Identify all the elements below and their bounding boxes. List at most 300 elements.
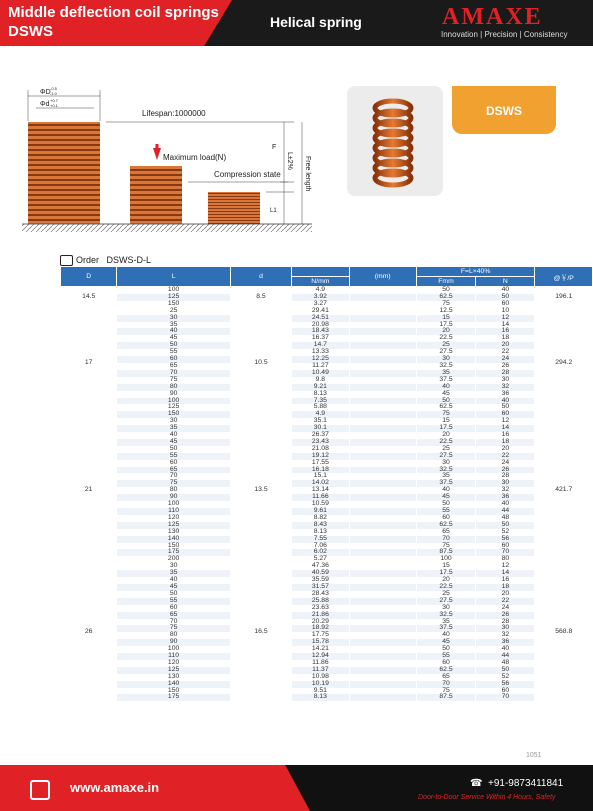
cell-mm — [349, 349, 416, 356]
cell-f-n: 30 — [476, 625, 535, 632]
cell-nmm: 10.98 — [292, 674, 349, 681]
cell-fmm: 17.5 — [416, 322, 475, 329]
cell-f-n: 50 — [476, 522, 535, 529]
cell-nmm: 25.88 — [292, 598, 349, 605]
cell-mm — [349, 398, 416, 405]
cell-nmm: 8.13 — [292, 694, 349, 701]
cell-fmm: 37.5 — [416, 480, 475, 487]
header-subtitle: DSWS — [8, 23, 53, 40]
cell-fmm: 35 — [416, 619, 475, 626]
cell-mm — [349, 494, 416, 501]
cell-fmm: 50 — [416, 501, 475, 508]
cell-nmm: 9.8 — [292, 377, 349, 384]
cell-fmm: 30 — [416, 460, 475, 467]
lifespan-label: Lifespan:1000000 — [142, 109, 206, 118]
cell-fmm: 65 — [416, 529, 475, 536]
cell-mm — [349, 384, 416, 391]
l1-label: L1 — [270, 208, 277, 214]
cell-length: 45 — [117, 335, 230, 342]
cell-d-outer: 21 — [61, 418, 117, 563]
cell-fmm: 37.5 — [416, 625, 475, 632]
service-note: Door-to-Door Service Within 4 Hours, Safety — [418, 794, 556, 801]
cell-mm — [349, 584, 416, 591]
od-tol-lower: -1.0 — [50, 91, 57, 96]
cell-length: 60 — [117, 605, 230, 612]
phone-number: ☎ +91-9873411841 — [470, 778, 564, 789]
cell-nmm: 47.36 — [292, 563, 349, 570]
page-footer — [0, 765, 593, 811]
cell-length: 40 — [117, 577, 230, 584]
cell-mm — [349, 688, 416, 695]
cell-nmm: 5.88 — [292, 404, 349, 411]
product-tab-label: DSWS — [486, 104, 522, 118]
cell-length: 70 — [117, 473, 230, 480]
cell-length: 125 — [117, 404, 230, 411]
cell-nmm: 8.43 — [292, 522, 349, 529]
cell-fmm: 62.5 — [416, 404, 475, 411]
cell-fmm: 17.5 — [416, 425, 475, 432]
cell-mm — [349, 432, 416, 439]
cell-length: 65 — [117, 467, 230, 474]
cell-fmm: 50 — [416, 646, 475, 653]
cell-length: 80 — [117, 487, 230, 494]
cell-nmm: 35.1 — [292, 418, 349, 425]
cell-nmm: 12.94 — [292, 653, 349, 660]
cell-f-n: 12 — [476, 418, 535, 425]
spec-table — [60, 266, 593, 701]
table-row — [61, 694, 593, 701]
f-label: F — [272, 144, 277, 151]
cell-nmm: 20.29 — [292, 619, 349, 626]
id-tol-lower: +0.1 — [50, 103, 58, 108]
cell-length: 80 — [117, 632, 230, 639]
cell-mm — [349, 315, 416, 322]
cell-mm — [349, 598, 416, 605]
cell-f-n: 36 — [476, 639, 535, 646]
cell-fmm: 62.5 — [416, 294, 475, 301]
length-tol-label: L±2% — [286, 152, 293, 170]
cell-fmm: 20 — [416, 577, 475, 584]
od-label: ΦD — [40, 89, 51, 96]
cell-length: 75 — [117, 625, 230, 632]
brand-tagline: Innovation | Precision | Consistency — [441, 30, 568, 39]
cell-nmm: 14.02 — [292, 480, 349, 487]
cell-fmm: 87.5 — [416, 694, 475, 701]
cell-f-n: 14 — [476, 425, 535, 432]
cell-length: 75 — [117, 377, 230, 384]
cell-nmm: 8.13 — [292, 391, 349, 398]
order-line — [60, 255, 151, 266]
cell-mm — [349, 694, 416, 701]
cell-nmm: 7.55 — [292, 536, 349, 543]
cell-fmm: 37.5 — [416, 377, 475, 384]
cell-mm — [349, 294, 416, 301]
cell-length: 100 — [117, 287, 230, 294]
cell-nmm: 14.21 — [292, 646, 349, 653]
cell-f-n: 20 — [476, 591, 535, 598]
cell-length: 120 — [117, 660, 230, 667]
cell-fmm: 65 — [416, 674, 475, 681]
cell-length: 140 — [117, 681, 230, 688]
cell-mm — [349, 467, 416, 474]
cell-fmm: 45 — [416, 639, 475, 646]
cell-nmm: 20.98 — [292, 322, 349, 329]
cell-length: 150 — [117, 688, 230, 695]
cell-mm — [349, 411, 416, 418]
cell-fmm: 20 — [416, 328, 475, 335]
cell-nmm: 29.41 — [292, 308, 349, 315]
cell-fmm: 32.5 — [416, 467, 475, 474]
cell-length: 65 — [117, 612, 230, 619]
cell-mm — [349, 570, 416, 577]
cell-mm — [349, 681, 416, 688]
phone-icon — [60, 255, 73, 266]
cell-f-n: 60 — [476, 301, 535, 308]
cell-length: 45 — [117, 439, 230, 446]
od-tol-upper: -0.5 — [50, 86, 57, 91]
cell-nmm: 8.13 — [292, 529, 349, 536]
cell-mm — [349, 453, 416, 460]
cell-fmm: 55 — [416, 653, 475, 660]
cell-fmm: 40 — [416, 384, 475, 391]
cell-nmm: 9.51 — [292, 688, 349, 695]
cell-f-n: 24 — [476, 356, 535, 363]
cell-nmm: 19.12 — [292, 453, 349, 460]
cell-mm — [349, 556, 416, 563]
cell-fmm: 35 — [416, 370, 475, 377]
cell-mm — [349, 612, 416, 619]
cell-mm — [349, 529, 416, 536]
cell-mm — [349, 625, 416, 632]
cell-fmm: 15 — [416, 418, 475, 425]
cell-length: 175 — [117, 694, 230, 701]
cell-f-n: 14 — [476, 570, 535, 577]
product-photo — [347, 86, 443, 196]
cell-nmm: 15.78 — [292, 639, 349, 646]
cell-f-n: 50 — [476, 404, 535, 411]
cell-mm — [349, 287, 416, 294]
cell-fmm: 22.5 — [416, 584, 475, 591]
cell-fmm: 60 — [416, 660, 475, 667]
cell-nmm: 10.19 — [292, 681, 349, 688]
cell-length: 55 — [117, 349, 230, 356]
cell-fmm: 50 — [416, 287, 475, 294]
cell-length: 30 — [117, 563, 230, 570]
cell-mm — [349, 328, 416, 335]
cell-mm — [349, 660, 416, 667]
cell-fmm: 32.5 — [416, 363, 475, 370]
cell-fmm: 27.5 — [416, 453, 475, 460]
cell-nmm: 40.59 — [292, 570, 349, 577]
cell-nmm: 12.25 — [292, 356, 349, 363]
cell-d-outer: 17 — [61, 308, 117, 419]
cell-fmm: 100 — [416, 556, 475, 563]
cell-f-n: 24 — [476, 460, 535, 467]
cell-f-n: 32 — [476, 487, 535, 494]
cell-d-outer: 26 — [61, 563, 117, 701]
col-header-d-inner: d — [230, 267, 291, 287]
cell-length: 200 — [117, 556, 230, 563]
cell-fmm: 27.5 — [416, 349, 475, 356]
cell-f-n: 18 — [476, 584, 535, 591]
cell-mm — [349, 446, 416, 453]
cell-length: 70 — [117, 370, 230, 377]
cell-fmm: 32.5 — [416, 612, 475, 619]
cell-mm — [349, 301, 416, 308]
cell-fmm: 75 — [416, 543, 475, 550]
website-link[interactable]: www.amaxe.in — [70, 780, 160, 795]
id-tol-upper: +0.7 — [50, 98, 58, 103]
cell-mm — [349, 646, 416, 653]
section-title: Helical spring — [270, 14, 362, 30]
cell-fmm: 55 — [416, 508, 475, 515]
cell-mm — [349, 308, 416, 315]
cell-nmm: 26.37 — [292, 432, 349, 439]
cell-fmm: 75 — [416, 688, 475, 695]
cell-f-n: 26 — [476, 612, 535, 619]
cell-mm — [349, 335, 416, 342]
cell-fmm: 45 — [416, 391, 475, 398]
cell-mm — [349, 563, 416, 570]
cell-length: 175 — [117, 549, 230, 556]
cell-f-n: 24 — [476, 605, 535, 612]
cell-nmm: 9.21 — [292, 384, 349, 391]
cell-length: 75 — [117, 480, 230, 487]
cell-f-n: 12 — [476, 315, 535, 322]
cell-length: 100 — [117, 501, 230, 508]
cell-nmm: 35.59 — [292, 577, 349, 584]
cell-fmm: 35 — [416, 473, 475, 480]
cell-nmm: 30.1 — [292, 425, 349, 432]
cell-nmm: 18.92 — [292, 625, 349, 632]
cell-nmm: 4.9 — [292, 287, 349, 294]
cell-fmm: 40 — [416, 487, 475, 494]
col-header-mm: (mm) — [349, 267, 416, 287]
col-header-nmm: N/mm — [292, 277, 349, 287]
cell-f-n: 48 — [476, 515, 535, 522]
cell-f-n: 22 — [476, 453, 535, 460]
cell-nmm: 21.08 — [292, 446, 349, 453]
cell-length: 110 — [117, 653, 230, 660]
spring-compressed-icon — [208, 192, 260, 224]
cell-f-n: 30 — [476, 377, 535, 384]
cell-f-n: 36 — [476, 494, 535, 501]
cell-f-n: 32 — [476, 632, 535, 639]
id-label: Φd — [40, 101, 50, 108]
cell-f-n: 26 — [476, 363, 535, 370]
cell-fmm: 15 — [416, 563, 475, 570]
cell-nmm: 8.82 — [292, 515, 349, 522]
cell-f-n: 22 — [476, 598, 535, 605]
cell-f-n: 30 — [476, 480, 535, 487]
cell-mm — [349, 439, 416, 446]
cell-length: 40 — [117, 328, 230, 335]
cell-d-outer: 14.5 — [61, 287, 117, 308]
cell-fmm: 75 — [416, 301, 475, 308]
cell-length: 40 — [117, 432, 230, 439]
cell-length: 90 — [117, 639, 230, 646]
col-header-fmm: Fmm — [416, 277, 475, 287]
cell-mm — [349, 639, 416, 646]
page-number: 1051 — [526, 752, 542, 759]
cell-fmm: 62.5 — [416, 667, 475, 674]
cell-f-n: 10 — [476, 308, 535, 315]
cell-length: 100 — [117, 646, 230, 653]
cell-nmm: 23.43 — [292, 439, 349, 446]
cell-f-n: 56 — [476, 536, 535, 543]
cell-length: 80 — [117, 384, 230, 391]
cell-f-n: 36 — [476, 391, 535, 398]
cell-fmm: 22.5 — [416, 439, 475, 446]
cell-f-n: 52 — [476, 674, 535, 681]
cell-nmm: 24.51 — [292, 315, 349, 322]
cell-length: 150 — [117, 543, 230, 550]
cell-mm — [349, 487, 416, 494]
cell-length: 125 — [117, 667, 230, 674]
cell-mm — [349, 653, 416, 660]
cell-mm — [349, 404, 416, 411]
cell-f-n: 16 — [476, 328, 535, 335]
cell-nmm: 17.75 — [292, 632, 349, 639]
spring-max-load-icon — [130, 166, 182, 224]
cell-nmm: 14.7 — [292, 342, 349, 349]
cell-f-n: 50 — [476, 294, 535, 301]
cell-length: 30 — [117, 315, 230, 322]
cell-mm — [349, 473, 416, 480]
cell-mm — [349, 501, 416, 508]
cell-mm — [349, 632, 416, 639]
col-header-n: N — [476, 277, 535, 287]
cell-f-n: 52 — [476, 529, 535, 536]
cell-f-n: 40 — [476, 287, 535, 294]
cell-length: 35 — [117, 322, 230, 329]
cell-nmm: 17.55 — [292, 460, 349, 467]
cell-nmm: 7.35 — [292, 398, 349, 405]
cell-mm — [349, 356, 416, 363]
col-header-price: @￥/P — [535, 267, 593, 287]
cell-nmm: 11.37 — [292, 667, 349, 674]
table-row — [61, 404, 593, 411]
cell-mm — [349, 391, 416, 398]
cell-fmm: 30 — [416, 356, 475, 363]
cell-fmm: 40 — [416, 632, 475, 639]
cell-f-n: 12 — [476, 563, 535, 570]
cell-n: 568.8 — [535, 563, 593, 701]
phone-number-text: +91-9873411841 — [488, 778, 564, 789]
cell-f-n: 48 — [476, 660, 535, 667]
cell-f-n: 60 — [476, 688, 535, 695]
cell-length: 130 — [117, 529, 230, 536]
cell-n: 421.7 — [535, 418, 593, 563]
cell-mm — [349, 549, 416, 556]
cell-mm — [349, 536, 416, 543]
cell-nmm: 23.63 — [292, 605, 349, 612]
cell-f-n: 20 — [476, 342, 535, 349]
cell-nmm: 7.06 — [292, 543, 349, 550]
cell-fmm: 25 — [416, 342, 475, 349]
cell-fmm: 15 — [416, 315, 475, 322]
cell-mm — [349, 377, 416, 384]
cell-nmm: 11.27 — [292, 363, 349, 370]
cell-fmm: 60 — [416, 515, 475, 522]
cell-f-n: 18 — [476, 439, 535, 446]
col-header-d-outer: D — [61, 267, 117, 287]
cell-fmm: 50 — [416, 398, 475, 405]
cell-nmm: 3.92 — [292, 294, 349, 301]
cell-mm — [349, 363, 416, 370]
cell-nmm: 15.1 — [292, 473, 349, 480]
cell-mm — [349, 619, 416, 626]
cell-mm — [349, 515, 416, 522]
cell-fmm: 27.5 — [416, 598, 475, 605]
cell-nmm: 18.43 — [292, 328, 349, 335]
cell-d-inner: 16.5 — [230, 563, 291, 701]
cell-fmm: 87.5 — [416, 549, 475, 556]
cell-mm — [349, 522, 416, 529]
cell-length: 100 — [117, 398, 230, 405]
cell-mm — [349, 460, 416, 467]
cell-nmm: 16.37 — [292, 335, 349, 342]
cell-f-n: 70 — [476, 549, 535, 556]
cell-length: 25 — [117, 308, 230, 315]
cell-f-n: 14 — [476, 322, 535, 329]
cell-mm — [349, 425, 416, 432]
cell-length: 130 — [117, 674, 230, 681]
cell-f-n: 18 — [476, 335, 535, 342]
brand-logo: AMAXE — [442, 4, 543, 30]
free-length-label: Free length — [304, 156, 311, 192]
cell-fmm: 22.5 — [416, 335, 475, 342]
cell-length: 45 — [117, 584, 230, 591]
cell-f-n: 56 — [476, 681, 535, 688]
cell-length: 90 — [117, 494, 230, 501]
header-title: Middle deflection coil springs — [8, 4, 219, 21]
cell-length: 65 — [117, 363, 230, 370]
cell-f-n: 16 — [476, 577, 535, 584]
cell-length: 125 — [117, 294, 230, 301]
cell-n: 196.1 — [535, 287, 593, 308]
cell-fmm: 25 — [416, 591, 475, 598]
cell-mm — [349, 342, 416, 349]
cell-length: 150 — [117, 411, 230, 418]
cell-mm — [349, 508, 416, 515]
cell-nmm: 6.02 — [292, 549, 349, 556]
cell-f-n: 32 — [476, 384, 535, 391]
cell-f-n: 44 — [476, 653, 535, 660]
cell-length: 60 — [117, 356, 230, 363]
cell-mm — [349, 480, 416, 487]
cell-fmm: 25 — [416, 446, 475, 453]
cell-length: 140 — [117, 536, 230, 543]
cell-mm — [349, 370, 416, 377]
cell-length: 35 — [117, 570, 230, 577]
product-tab — [452, 86, 556, 134]
cell-nmm: 9.61 — [292, 508, 349, 515]
order-code: DSWS-D-L — [106, 255, 152, 265]
cell-nmm: 11.66 — [292, 494, 349, 501]
cell-length: 120 — [117, 515, 230, 522]
spring-free-icon — [28, 122, 100, 224]
max-load-label: Maximum load(N) — [163, 153, 227, 162]
link-icon — [30, 780, 50, 800]
page-header — [0, 0, 593, 46]
cell-length: 50 — [117, 446, 230, 453]
cell-f-n: 50 — [476, 667, 535, 674]
col-header-f-group: F=L×40% — [416, 267, 535, 277]
cell-length: 50 — [117, 591, 230, 598]
ground-hatch — [22, 224, 312, 232]
cell-fmm: 62.5 — [416, 522, 475, 529]
